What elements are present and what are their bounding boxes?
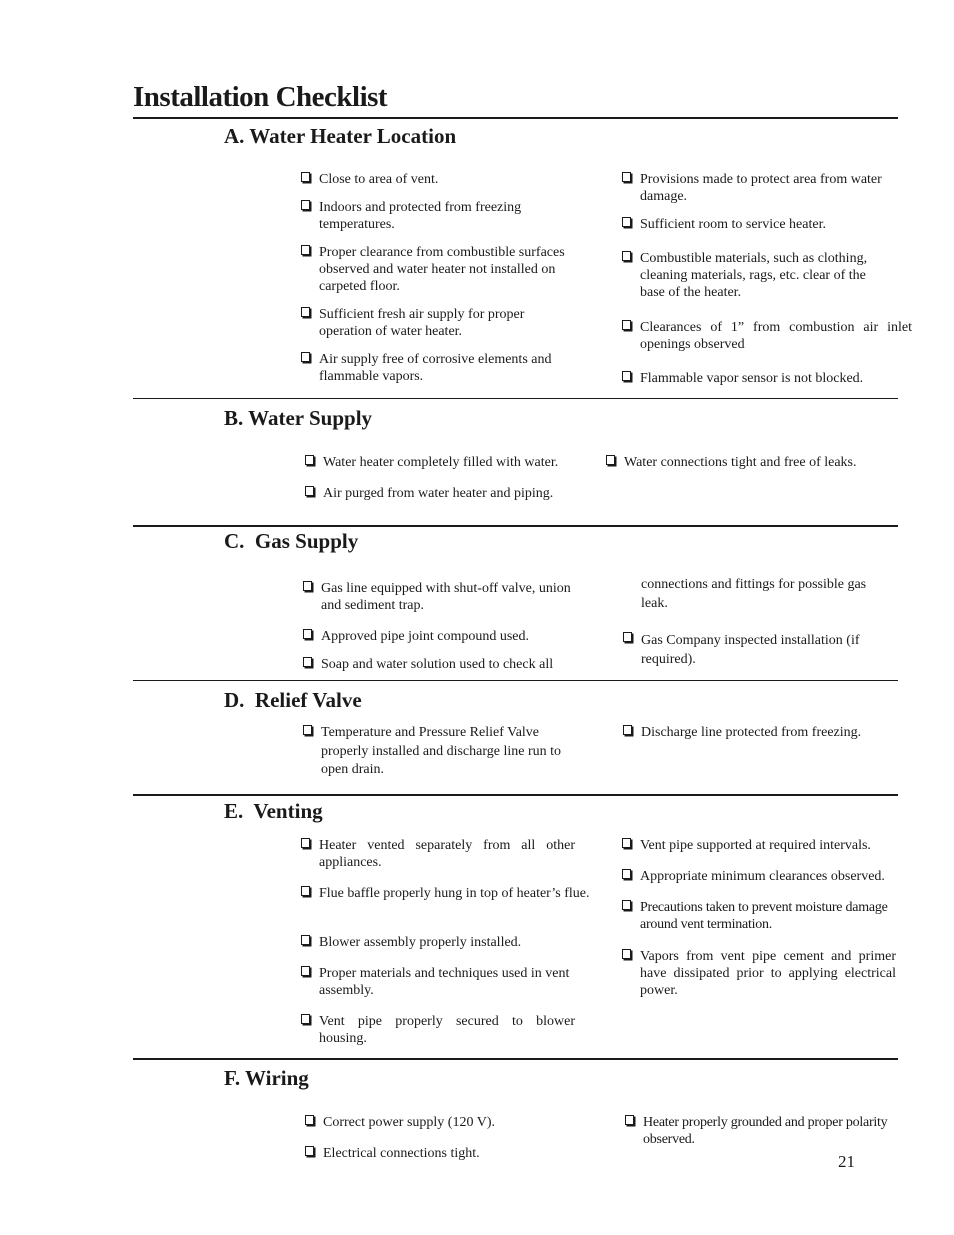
page-number: 21 xyxy=(838,1152,855,1171)
checkbox-icon[interactable] xyxy=(305,455,314,465)
checkbox-icon[interactable] xyxy=(622,172,631,182)
checklist-item-text: Air purged from water heater and piping. xyxy=(323,486,554,501)
section-divider xyxy=(133,1058,898,1060)
checkbox-icon[interactable] xyxy=(622,217,631,227)
checkbox-icon[interactable] xyxy=(301,307,310,317)
checklist-item-text: connections and fittings for possible gas leak. xyxy=(641,577,867,611)
checkbox-icon[interactable] xyxy=(623,725,632,735)
checkbox-icon[interactable] xyxy=(305,486,314,496)
checkbox-icon[interactable] xyxy=(301,1014,310,1024)
checklist-item[interactable] xyxy=(303,656,583,673)
checklist-item-text: Provisions made to protect area from water damage. xyxy=(640,172,882,204)
checklist-item[interactable] xyxy=(625,1114,910,1148)
checklist-item-text: Approved pipe joint compound used. xyxy=(321,629,530,644)
section-divider xyxy=(133,680,898,681)
checklist-item-text: Soap and water solution used to check all xyxy=(321,657,554,672)
checklist-item-text: Proper clearance from combustible surfaces observed and water heater not installed on carpeted floor. xyxy=(319,245,565,294)
checklist-item[interactable] xyxy=(301,965,586,999)
checklist-item[interactable] xyxy=(303,628,583,645)
checklist-item-text: Proper materials and techniques used in vent assembly. xyxy=(319,966,570,998)
checkbox-icon[interactable] xyxy=(305,1146,314,1156)
checklist-item[interactable] xyxy=(305,1145,585,1162)
checkbox-icon[interactable] xyxy=(303,725,312,735)
checkbox-icon[interactable] xyxy=(301,245,310,255)
checklist-item[interactable] xyxy=(622,216,902,233)
checklist-item-text: Water heater completely filled with water. xyxy=(323,455,559,470)
checklist-item-text: Sufficient room to service heater. xyxy=(640,217,826,232)
section-divider xyxy=(133,794,898,796)
section-heading: A. Water Heater Location xyxy=(224,124,457,148)
checklist-item[interactable] xyxy=(305,1114,585,1131)
checklist-item-text: Clearances of 1” from combustion air inlet openings observed xyxy=(640,320,912,352)
checklist-item[interactable] xyxy=(622,250,884,301)
checklist-item-text: Discharge line protected from freezing. xyxy=(641,725,862,740)
checklist-item-text: Gas Company inspected installation (if required). xyxy=(641,633,860,667)
checkbox-icon[interactable] xyxy=(301,966,310,976)
checklist-item[interactable] xyxy=(301,351,576,385)
checklist-item[interactable] xyxy=(301,244,576,295)
checkbox-icon[interactable] xyxy=(622,949,631,959)
checklist-item[interactable] xyxy=(622,868,902,885)
checklist-item[interactable] xyxy=(301,1013,575,1047)
checklist-item[interactable] xyxy=(622,837,902,854)
checkbox-icon[interactable] xyxy=(305,1115,314,1125)
section-heading: F. Wiring xyxy=(224,1066,309,1090)
page-title: Installation Checklist xyxy=(133,81,388,113)
checklist-item-text: Vent pipe properly secured to blower housing. xyxy=(319,1014,575,1046)
checklist-item-text: Indoors and protected from freezing temperatures. xyxy=(319,200,522,232)
checklist-item-text: Flue baffle properly hung in top of heater’s flue. xyxy=(319,886,590,901)
checklist-item-text: Heater vented separately from all other appliances. xyxy=(319,838,575,870)
checklist-item-text: Air supply free of corrosive elements and flammable vapors. xyxy=(319,352,552,384)
section-divider xyxy=(133,398,898,399)
checklist-item[interactable] xyxy=(303,580,583,614)
checklist-item-text: Vent pipe supported at required intervals. xyxy=(640,838,871,853)
checklist-item-text: Gas line equipped with shut-off valve, union and sediment trap. xyxy=(321,581,571,613)
section-divider xyxy=(133,525,898,527)
checkbox-icon[interactable] xyxy=(301,172,310,182)
checklist-item-text: Electrical connections tight. xyxy=(323,1146,480,1161)
checkbox-icon[interactable] xyxy=(622,838,631,848)
checklist-item-text: Precautions taken to prevent moisture damage around vent termination. xyxy=(640,900,888,932)
checklist-item-text: Correct power supply (120 V). xyxy=(323,1115,495,1130)
checklist-item-text: Combustible materials, such as clothing, cleaning materials, rags, etc. clear of the base of the heater. xyxy=(640,251,868,300)
checklist-item[interactable] xyxy=(622,370,902,387)
checklist-item-text: Temperature and Pressure Relief Valve properly installed and discharge line run to open drain. xyxy=(321,725,562,777)
checklist-item[interactable] xyxy=(301,837,575,871)
checklist-item-text: Blower assembly properly installed. xyxy=(319,935,522,950)
checklist-item-text: Close to area of vent. xyxy=(319,172,439,187)
section-heading: E. Venting xyxy=(224,799,323,823)
checkbox-icon[interactable] xyxy=(301,935,310,945)
checklist-item[interactable] xyxy=(622,319,912,353)
checkbox-icon[interactable] xyxy=(622,251,631,261)
checkbox-icon[interactable] xyxy=(303,581,312,591)
checkbox-icon[interactable] xyxy=(303,657,312,667)
checkbox-icon[interactable] xyxy=(622,320,631,330)
checklist-item[interactable] xyxy=(301,885,599,902)
checklist-item[interactable] xyxy=(305,454,595,471)
checkbox-icon[interactable] xyxy=(301,838,310,848)
section-heading: B. Water Supply xyxy=(224,406,373,430)
checklist-item[interactable] xyxy=(301,199,566,233)
checkbox-icon[interactable] xyxy=(625,1115,634,1125)
checklist-item-text: Water connections tight and free of leaks. xyxy=(624,455,857,470)
checklist-item[interactable] xyxy=(301,306,566,340)
checklist-item[interactable] xyxy=(623,631,888,669)
checklist-item[interactable] xyxy=(622,948,896,999)
checklist-item-text: Vapors from vent pipe cement and primer have dissipated prior to applying electrical power. xyxy=(640,949,896,998)
checkbox-icon[interactable] xyxy=(301,352,310,362)
checkbox-icon[interactable] xyxy=(301,886,310,896)
checklist-item-text: Flammable vapor sensor is not blocked. xyxy=(640,371,864,386)
checklist-item[interactable] xyxy=(301,171,581,188)
checkbox-icon[interactable] xyxy=(623,632,632,642)
checklist-item[interactable] xyxy=(301,934,591,951)
section-heading: C. Gas Supply xyxy=(224,529,359,553)
checklist-item[interactable] xyxy=(622,171,902,205)
checkbox-icon[interactable] xyxy=(622,371,631,381)
section-heading: D. Relief Valve xyxy=(224,688,362,712)
checklist-item[interactable] xyxy=(623,724,903,741)
checklist-item[interactable] xyxy=(305,485,595,502)
checkbox-icon[interactable] xyxy=(606,455,615,465)
checkbox-icon[interactable] xyxy=(622,869,631,879)
checkbox-icon[interactable] xyxy=(303,629,312,639)
checkbox-icon[interactable] xyxy=(301,200,310,210)
checklist-item[interactable] xyxy=(303,724,578,780)
checklist-item-text: Sufficient fresh air supply for proper operation of water heater. xyxy=(319,307,525,339)
title-rule xyxy=(133,117,898,119)
checklist-item[interactable] xyxy=(606,454,896,471)
checklist-item[interactable] xyxy=(622,899,907,933)
checklist-item-text: Heater properly grounded and proper polarity observed. xyxy=(643,1115,888,1147)
checkbox-icon[interactable] xyxy=(622,900,631,910)
checklist-item-continuation xyxy=(641,575,886,613)
checklist-item-text: Appropriate minimum clearances observed. xyxy=(640,869,885,884)
